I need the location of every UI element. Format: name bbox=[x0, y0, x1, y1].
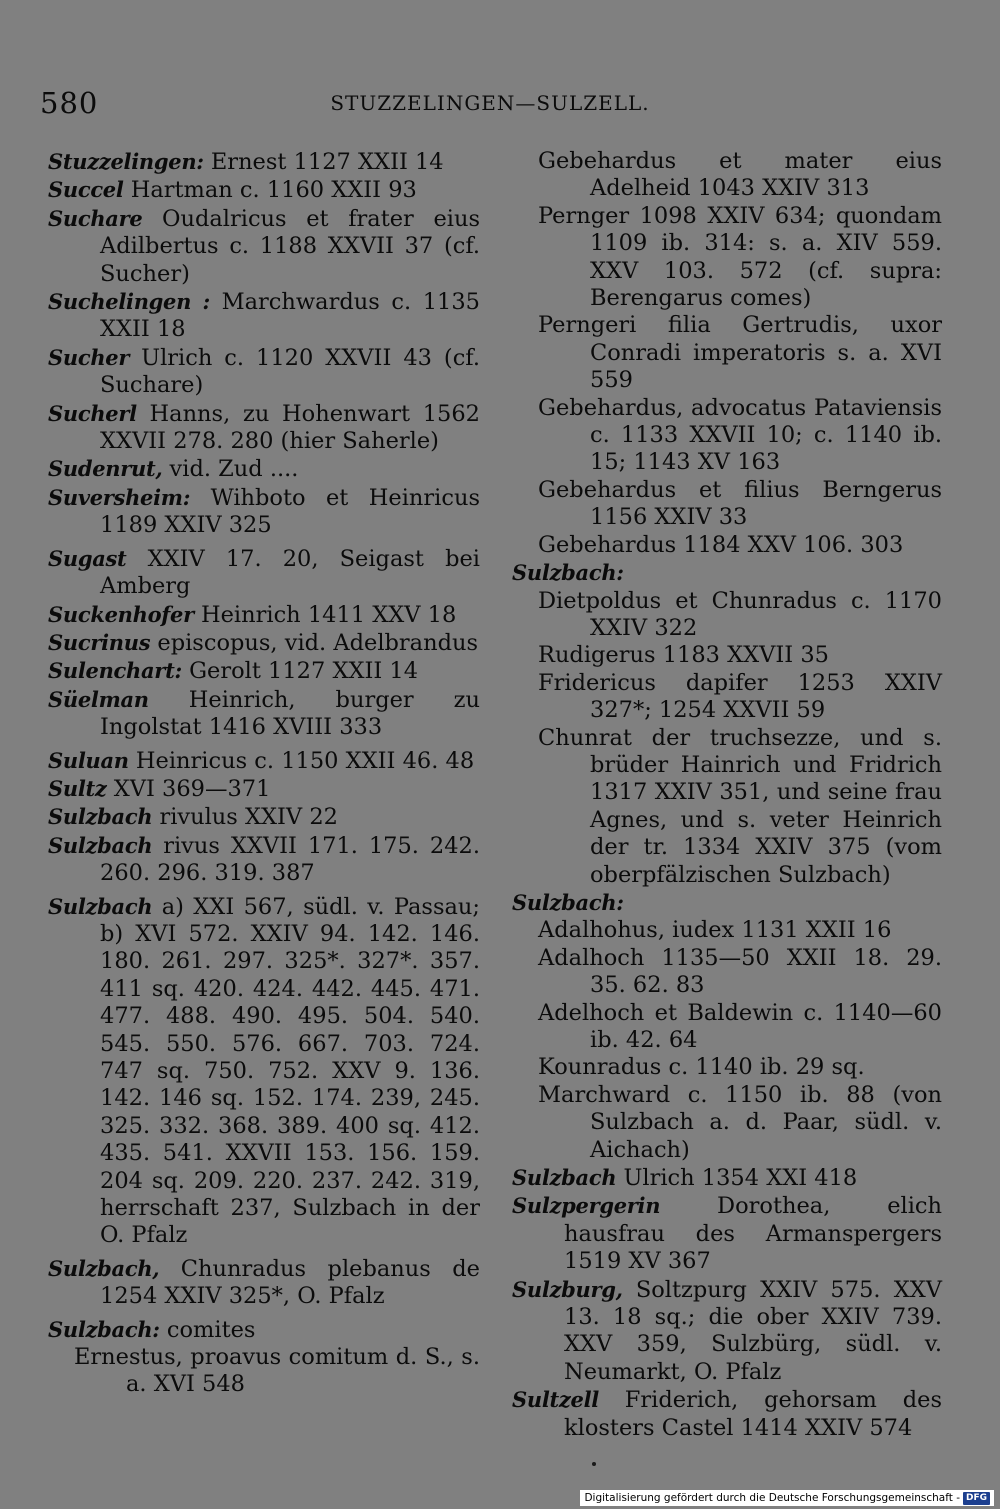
index-entry bbox=[512, 1276, 942, 1387]
entry-text: Soltzpurg XXIV 575. XXV 13. 18 sq.; die ober XXIV 739. XXV 359, Sulzbürg, südl. v. Neumarkt, O. Pfalz bbox=[564, 1276, 942, 1385]
index-entry bbox=[48, 1316, 480, 1344]
index-entry bbox=[512, 670, 942, 725]
entry-text: Friderich, gehorsam des klosters Castel 1414 XXIV 574 bbox=[564, 1387, 942, 1441]
index-entry bbox=[48, 545, 480, 601]
index-entry bbox=[512, 588, 942, 643]
entry-text: comites bbox=[159, 1316, 256, 1343]
footer-banner bbox=[580, 1490, 994, 1506]
index-entry bbox=[512, 1164, 942, 1192]
entry-lemma: Suchare bbox=[48, 205, 143, 231]
index-entry bbox=[512, 1386, 942, 1442]
entry-text: Pernger 1098 XXIV 634; quondam 1109 ib. 314: s. a. XIV 559. XXV 103. 572 (cf. supra: Berengarus comes) bbox=[538, 202, 942, 312]
entry-text: a) XXI 567, südl. v. Passau; b) XVI 572. XXIV 94. 142. 146. 180. 261. 297. 325*. 327*. 357. 411 sq. 420. 424. 442. 445. 471. 477. 488. 490. 495. 504. 540. 545. 550. 576. 667. 703. 724. 747 sq. 750. 752. XXV 9. 136. 142. 146 sq. 152. 174. 239, 245. 325. 332. 368. 389. 400 sq. 412. 435. 541. XXVII 153. 156. 159. 204 sq. 209. 220. 237. 242. 319, herrschaft 237, Sulzbach in der O. Pfalz bbox=[100, 893, 480, 1249]
entry-text: episcopus, vid. Adelbrandus bbox=[150, 629, 479, 656]
index-entry bbox=[512, 1192, 942, 1275]
entry-lemma: Sulzbach: bbox=[512, 889, 624, 915]
index-entry bbox=[48, 832, 480, 888]
index-entry bbox=[48, 657, 480, 685]
index-entry bbox=[512, 477, 942, 532]
entry-text: Ulrich c. 1120 XXVII 43 (cf. Suchare) bbox=[100, 344, 480, 399]
index-entry bbox=[48, 803, 480, 831]
entry-text: Chunrat der truchsezze, und s. brüder Hainrich und Fridrich 1317 XXIV 351, und seine frau Agnes, und s. veter Heinrich der tr. 1334 XXIV 375 (vom oberpfälzischen Sulzbach) bbox=[538, 724, 942, 888]
index-entry bbox=[512, 1082, 942, 1164]
entry-text: Oudalricus et frater eius Adilbertus c. 1188 XXVII 37 (cf. Sucher) bbox=[100, 205, 480, 287]
entry-text: Ulrich 1354 XXI 418 bbox=[616, 1165, 858, 1192]
entry-text: Gebehardus et filius Berngerus 1156 XXIV 33 bbox=[538, 476, 942, 531]
entry-lemma: Suchelingen : bbox=[48, 289, 210, 315]
entry-text: rivulus XXIV 22 bbox=[152, 804, 338, 831]
index-entry bbox=[512, 889, 942, 917]
entry-text: rivus XXVII 171. 175. 242. 260. 296. 319. 387 bbox=[100, 832, 480, 887]
entry-text: Heinricus c. 1150 XXII 46. 48 bbox=[128, 747, 475, 774]
index-entry bbox=[48, 775, 480, 803]
entry-lemma: Sulzbach: bbox=[48, 1316, 160, 1342]
entry-lemma: Sucherl bbox=[48, 400, 137, 426]
index-entry bbox=[48, 484, 480, 540]
entry-text: Gerolt 1127 XXII 14 bbox=[181, 658, 419, 685]
index-entry bbox=[48, 205, 480, 288]
entry-lemma: Sugast bbox=[48, 545, 127, 571]
entry-text: XVI 369—371 bbox=[106, 775, 271, 802]
entry-lemma: Sulzbach, bbox=[48, 1255, 160, 1281]
index-entry bbox=[512, 559, 942, 587]
index-entry bbox=[48, 601, 480, 629]
entry-text: Ernest 1127 XXII 14 bbox=[203, 149, 444, 175]
index-entry bbox=[48, 1255, 480, 1311]
entry-text: Adalhoch 1135—50 XXII 18. 29. 35. 62. 83 bbox=[538, 944, 942, 999]
footer-text: Digitalisierung gefördert durch die Deutsche Forschungsgemeinschaft - bbox=[584, 1492, 960, 1504]
entry-lemma: Sulzburg, bbox=[512, 1276, 623, 1302]
index-entry bbox=[512, 1000, 942, 1055]
entry-text: Dietpoldus et Chunradus c. 1170 XXIV 322 bbox=[538, 587, 942, 641]
running-head: STUZZELINGEN—SULZELL. bbox=[330, 91, 650, 115]
index-entry bbox=[48, 344, 480, 400]
entry-lemma: Sulzbach: bbox=[512, 560, 624, 586]
index-entry bbox=[48, 629, 480, 657]
entry-lemma: Sulzbach bbox=[48, 893, 153, 919]
entry-lemma: Sulzpergerin bbox=[512, 1193, 661, 1219]
index-entry bbox=[48, 893, 480, 1250]
entry-text: vid. Zud .... bbox=[162, 456, 299, 483]
entry-lemma: Sulzbach bbox=[512, 1165, 617, 1191]
index-entry bbox=[512, 395, 942, 477]
index-entry bbox=[48, 1344, 480, 1399]
index-entry bbox=[512, 532, 942, 559]
entry-lemma: Sudenrut, bbox=[48, 456, 163, 482]
index-entry bbox=[512, 917, 942, 944]
page-number: 580 bbox=[40, 86, 99, 120]
index-entry bbox=[512, 642, 942, 669]
entry-text: Hanns, zu Hohenwart 1562 XXVII 278. 280 (hier Saherle) bbox=[100, 400, 480, 455]
index-entry bbox=[48, 148, 480, 176]
entry-lemma: Sultzell bbox=[512, 1387, 599, 1413]
entry-lemma: Sucher bbox=[48, 344, 130, 370]
entry-text: Heinrich 1411 XXV 18 bbox=[193, 601, 457, 628]
index-entry bbox=[48, 288, 480, 344]
entry-lemma: Sulenchart: bbox=[48, 658, 182, 684]
index-entry bbox=[48, 686, 480, 742]
entry-text: Hartman c. 1160 XXII 93 bbox=[123, 177, 417, 204]
entry-text: Chunradus plebanus de 1254 XXIV 325*, O. Pfalz bbox=[100, 1255, 480, 1310]
entry-lemma: Sulzbach bbox=[48, 832, 153, 858]
entry-lemma: Suckenhofer bbox=[48, 601, 194, 627]
index-entry bbox=[512, 725, 942, 889]
entry-lemma: Sucrinus bbox=[48, 629, 151, 655]
entry-lemma: Succel bbox=[48, 177, 124, 203]
index-entry bbox=[512, 945, 942, 1000]
entry-lemma: Süelman bbox=[48, 686, 149, 712]
entry-text: Marchward c. 1150 ib. 88 (von Sulzbach a. d. Paar, südl. v. Aichach) bbox=[538, 1081, 942, 1163]
right-column bbox=[512, 148, 942, 1442]
entry-lemma: Sulzbach bbox=[48, 804, 153, 830]
entry-lemma: Stuzzelingen: bbox=[48, 149, 204, 174]
entry-text: Perngeri filia Gertrudis, uxor Conradi imperatoris s. a. XVI 559 bbox=[538, 312, 942, 394]
index-entry bbox=[48, 400, 480, 456]
entry-text: Gebehardus 1184 XXV 106. 303 bbox=[538, 531, 904, 558]
entry-text: Gebehardus, advocatus Pataviensis c. 1133 XXVII 10; c. 1140 ib. 15; 1143 XV 163 bbox=[538, 394, 942, 476]
index-entry bbox=[512, 312, 942, 394]
entry-text: Wihboto et Heinricus 1189 XXIV 325 bbox=[100, 484, 480, 539]
entry-text: Kounradus c. 1140 ib. 29 sq. bbox=[538, 1054, 865, 1081]
entry-text: Adalhohus, iudex 1131 XXII 16 bbox=[538, 917, 892, 944]
entry-text: Heinrich, burger zu Ingolstat 1416 XVIII 333 bbox=[100, 686, 480, 741]
entry-text: Fridericus dapifer 1253 XXIV 327*; 1254 XXVII 59 bbox=[538, 669, 942, 724]
entry-text: Gebehardus et mater eius Adelheid 1043 XXIV 313 bbox=[538, 148, 942, 202]
index-entry bbox=[512, 203, 942, 313]
entry-text: Ernestus, proavus comitum d. S., s. a. XVI 548 bbox=[74, 1344, 480, 1398]
entry-text: Rudigerus 1183 XXVII 35 bbox=[538, 642, 829, 669]
index-entry bbox=[48, 747, 480, 775]
entry-lemma: Sultz bbox=[48, 775, 107, 801]
entry-text: Dorothea, elich hausfrau des Armanspergers 1519 XV 367 bbox=[564, 1193, 942, 1275]
entry-text: Marchwardus c. 1135 XXII 18 bbox=[100, 289, 480, 343]
index-entry bbox=[512, 1054, 942, 1081]
left-column bbox=[48, 148, 480, 1399]
entry-lemma: Suversheim: bbox=[48, 484, 191, 510]
scan-speck bbox=[592, 1462, 596, 1466]
dfg-logo: DFG bbox=[963, 1492, 990, 1505]
index-entry bbox=[512, 148, 942, 203]
index-entry bbox=[48, 176, 480, 204]
index-entry bbox=[48, 455, 480, 483]
entry-text: Adelhoch et Baldewin c. 1140—60 ib. 42. 64 bbox=[538, 999, 942, 1053]
entry-lemma: Suluan bbox=[48, 747, 129, 773]
entry-text: XXIV 17. 20, Seigast bei Amberg bbox=[100, 545, 480, 600]
